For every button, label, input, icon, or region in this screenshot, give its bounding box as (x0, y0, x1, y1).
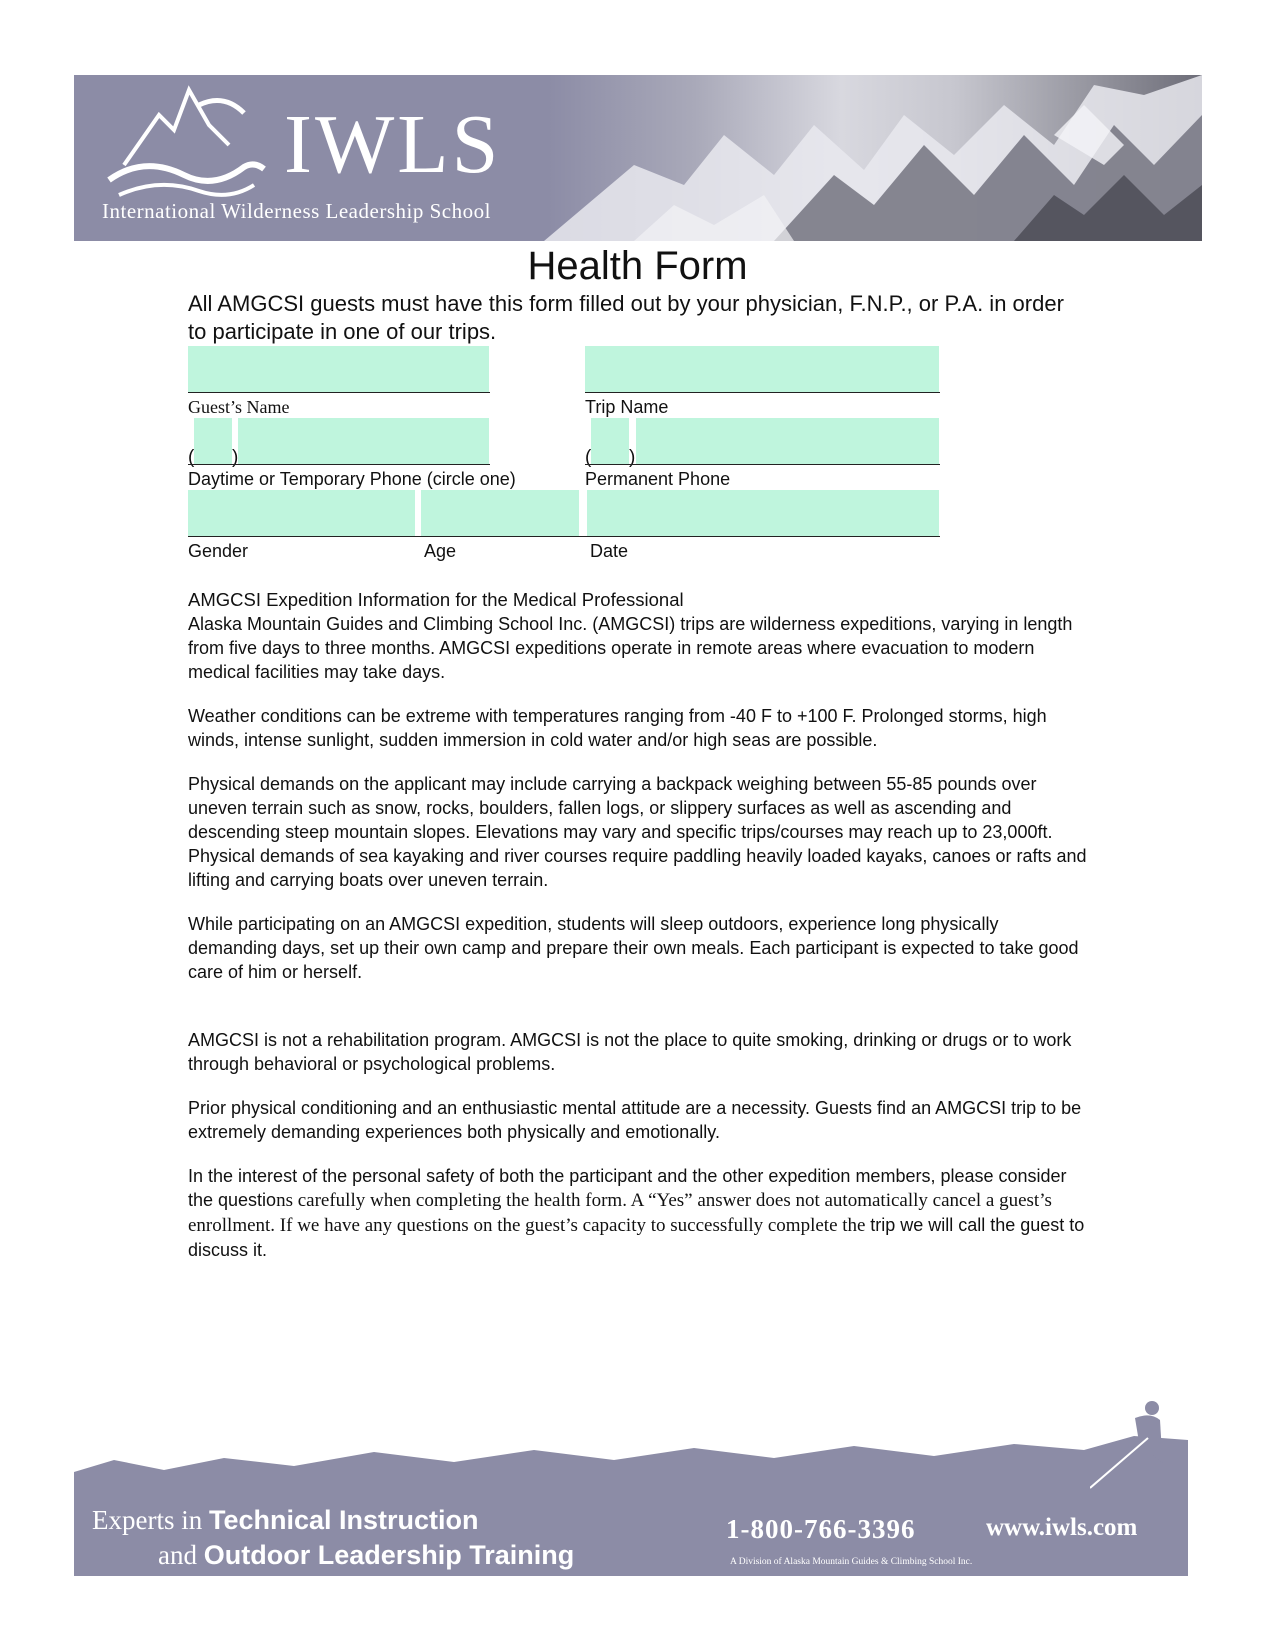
age-label: Age (424, 541, 457, 561)
footer-slogan-line2 (158, 1540, 574, 1571)
safety-text-b: trip we will call the guest to discuss it. (188, 1215, 1085, 1260)
header-banner (74, 75, 1202, 241)
paragraph-participation: While participating on an AMGCSI expedition, students will sleep outdoors, experience long physically demanding days, set up their own camp and prepare their own meals. Each participant is expected to take good care of him or herself. (188, 914, 1079, 982)
mountain-wave-logo-icon (104, 85, 274, 205)
date-label: Date (590, 541, 629, 561)
permanent-area-code-field[interactable] (591, 418, 629, 464)
daytime-phone-underline (188, 464, 490, 465)
paragraph-weather: Weather conditions can be extreme with temperatures ranging from -40 F to +100 F. Prolonged storms, high winds, intense sunlight, sudden immersion in cold water and/or high seas are possible. (188, 706, 1047, 750)
safety-text-a: In the interest of the personal safety of both the participant and the other expedition members, please consider the questio (188, 1166, 1067, 1210)
date-field[interactable] (587, 490, 939, 536)
trip-name-label: Trip Name (585, 397, 669, 417)
row3-underline (188, 536, 940, 537)
age-field[interactable] (421, 490, 579, 536)
gender-label: Gender (188, 541, 249, 561)
paragraph-not-rehab: AMGCSI is not a rehabilitation program. AMGCSI is not the place to quite smoking, drinking or drugs or to work through behavioral or psychological problems. (188, 1030, 1072, 1074)
footer-division: A Division of Alaska Mountain Guides & Climbing School Inc. (730, 1557, 973, 1567)
slogan1-bold: Technical Instruction (208, 1505, 479, 1535)
paragraph-overview: Alaska Mountain Guides and Climbing School Inc. (AMGCSI) trips are wilderness expeditions, varying in length from five days to three months. AMGCSI expeditions operate in remote areas where evacuation to modern medical facilities may take days. (188, 614, 1073, 682)
trip-name-underline (585, 392, 940, 393)
trip-name-field[interactable] (585, 346, 939, 392)
permanent-paren-close: ) (629, 447, 636, 468)
safety-text-serif: ns carefully when completing the health form. A “Yes” answer does not automatically cancel a guest’s enrollment. If we have any questions on the guest’s capacity to successfully complete the (188, 1190, 1052, 1236)
daytime-area-code-field[interactable] (194, 418, 232, 464)
guest-name-underline (188, 392, 490, 393)
paragraph-physical-demands: Physical demands on the applicant may include carrying a backpack weighing between 55-85 pounds over uneven terrain such as snow, rocks, boulders, fallen logs, or slippery surfaces as well as ascending and descending steep mountain slopes. Elevations may vary and specific trips/courses may reach up to 23,000ft. Physical demands of sea kayaking and river courses require paddling heavily loaded kayaks, canoes or rafts and lifting and carrying boats over uneven terrain. (188, 774, 1087, 890)
guest-name-field[interactable] (188, 346, 489, 392)
gender-field[interactable] (188, 490, 415, 536)
brand-name: IWLS (284, 98, 502, 191)
daytime-paren-open: ( (188, 447, 195, 468)
daytime-phone-field[interactable] (238, 418, 489, 464)
brand-tagline: International Wilderness Leadership School (102, 199, 491, 223)
intro-text: All AMGCSI guests must have this form filled out by your physician, F.N.P., or P.A. in order to participate in one of our trips. (188, 291, 1064, 344)
section-heading: AMGCSI Expedition Information for the Medical Professional (188, 589, 684, 610)
slogan2-prefix: and (158, 1540, 204, 1570)
permanent-phone-underline (585, 464, 940, 465)
paragraph-safety (188, 1164, 1088, 1262)
footer-phone: 1-800-766-3396 (726, 1514, 916, 1544)
permanent-phone-field[interactable] (636, 418, 939, 464)
slogan1-prefix: Experts in (92, 1505, 209, 1535)
page-title: Health Form (527, 244, 748, 288)
hiker-icon (1090, 1398, 1180, 1508)
daytime-paren-close: ) (232, 447, 239, 468)
daytime-phone-label: Daytime or Temporary Phone (circle one) (188, 469, 516, 489)
paragraph-conditioning: Prior physical conditioning and an enthusiastic mental attitude are a necessity. Guests find an AMGCSI trip to be extremely demanding experiences both physically and emotionally. (188, 1098, 1082, 1142)
expedition-info (188, 588, 1088, 1282)
permanent-paren-open: ( (585, 447, 592, 468)
footer-ridge-graphic (74, 1400, 1188, 1496)
guest-name-label: Guest’s Name (188, 397, 290, 417)
footer-website: www.iwls.com (986, 1514, 1138, 1541)
slogan2-bold: Outdoor Leadership Training (203, 1540, 575, 1570)
permanent-phone-label: Permanent Phone (585, 469, 731, 489)
footer-slogan-line1 (92, 1505, 479, 1536)
